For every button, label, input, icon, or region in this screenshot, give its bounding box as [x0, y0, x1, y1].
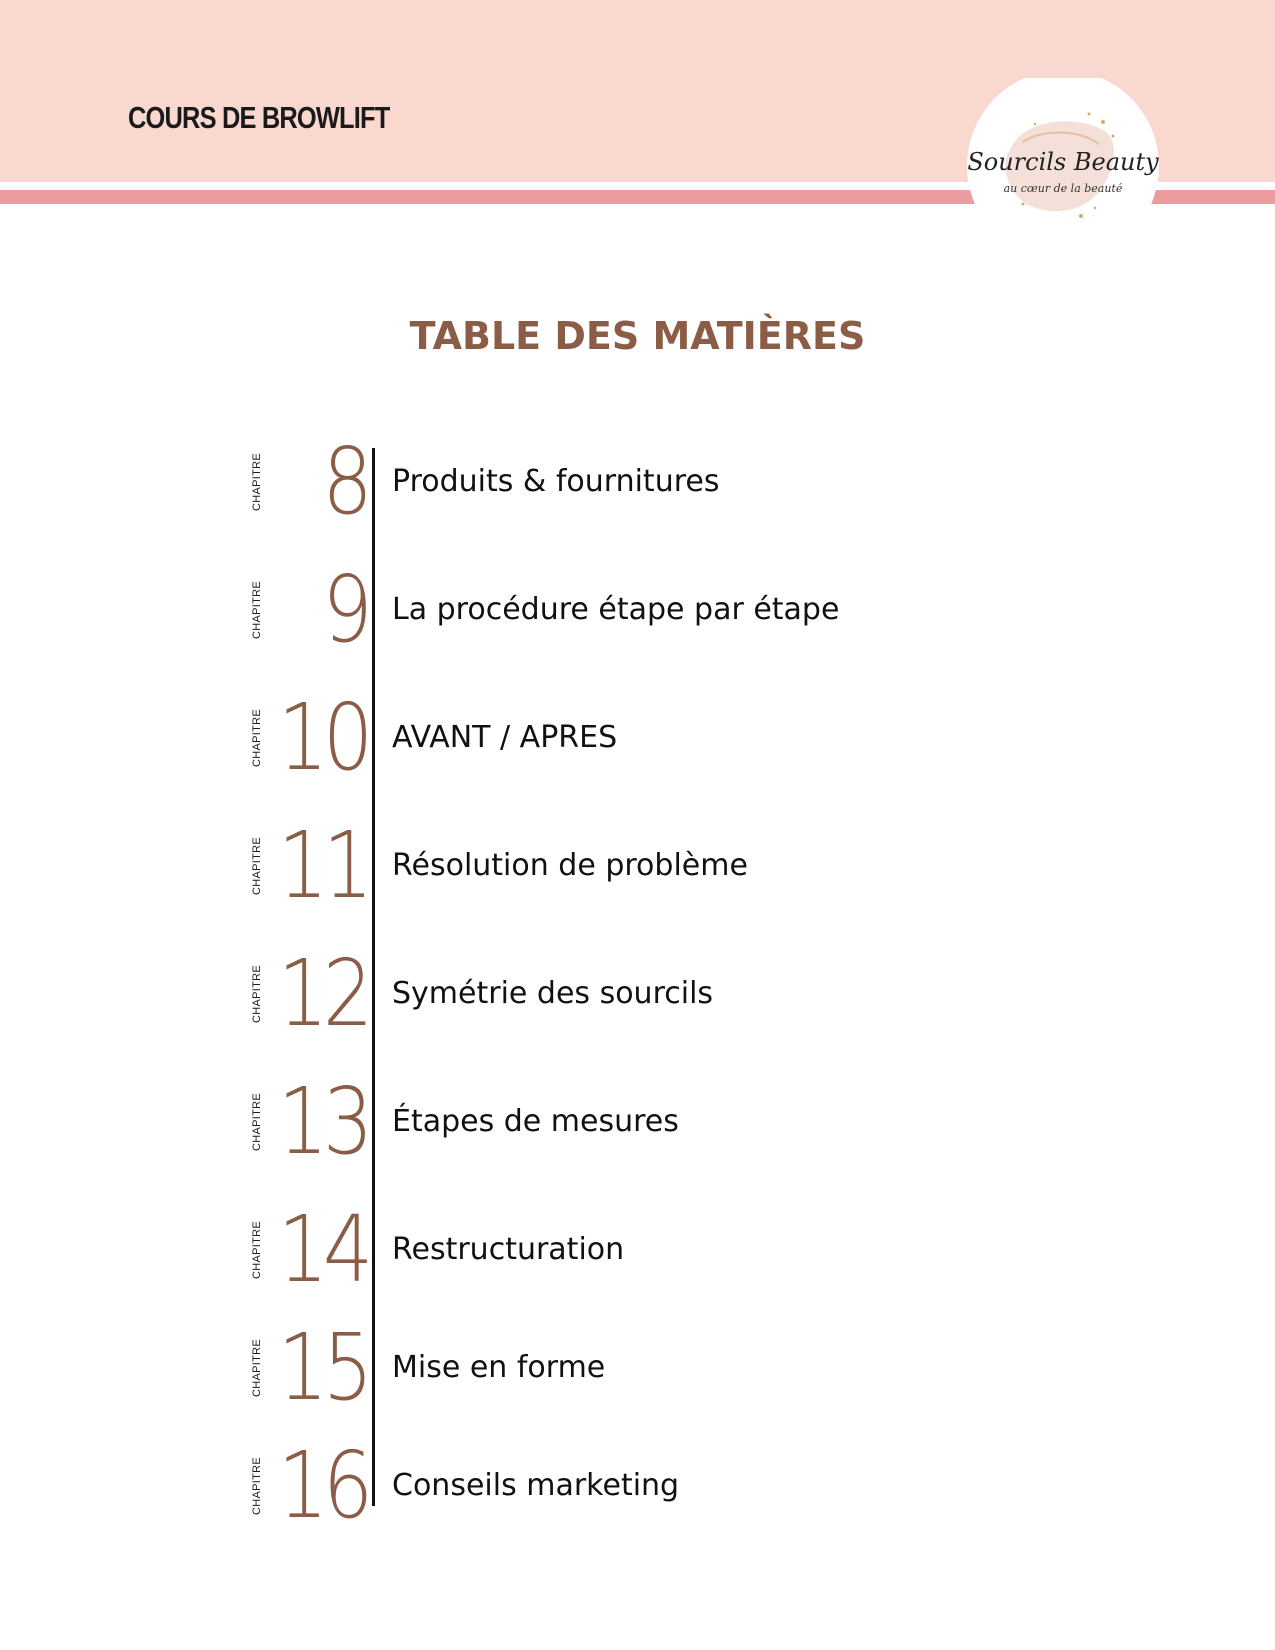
chapter-label: CHAPITRE [251, 580, 263, 640]
chapter-label: CHAPITRE [251, 1456, 263, 1516]
chapter-label: CHAPITRE [251, 1220, 263, 1280]
chapter-number: 8 [322, 428, 368, 535]
chapter-title: Résolution de problème [392, 848, 748, 883]
chapter-title: Conseils marketing [392, 1468, 680, 1503]
chapter-label: CHAPITRE [251, 1338, 263, 1398]
brand-logo [963, 78, 1163, 254]
chapter-number: 13 [277, 1068, 368, 1175]
toc-entry[interactable] [0, 1432, 1275, 1539]
chapter-label: CHAPITRE [251, 836, 263, 896]
chapter-label: CHAPITRE [251, 964, 263, 1024]
toc-entry[interactable] [0, 556, 1275, 663]
chapter-number: 14 [277, 1196, 368, 1303]
chapter-number: 15 [277, 1314, 368, 1421]
chapter-number: 16 [277, 1432, 368, 1539]
logo-tagline: au cœur de la beauté [1003, 182, 1123, 195]
toc-entry[interactable] [0, 428, 1275, 535]
page-title: TABLE DES MATIÈRES [409, 314, 866, 358]
toc-entry[interactable] [0, 1068, 1275, 1175]
chapter-label: CHAPITRE [251, 452, 263, 512]
chapter-number: 10 [277, 684, 368, 791]
logo-script-text: Sourcils Beauty [967, 148, 1159, 176]
chapter-number: 11 [277, 812, 368, 919]
chapter-title: Symétrie des sourcils [392, 976, 714, 1011]
toc-entry[interactable] [0, 940, 1275, 1047]
toc-entry[interactable] [0, 684, 1275, 791]
chapter-title: Produits & fournitures [392, 464, 720, 499]
chapter-title: La procédure étape par étape [392, 592, 840, 627]
chapter-label: CHAPITRE [251, 1092, 263, 1152]
toc-entry[interactable] [0, 1196, 1275, 1303]
chapter-title: Restructuration [392, 1232, 625, 1267]
toc-entry[interactable] [0, 812, 1275, 919]
chapter-title: AVANT / APRES [392, 720, 618, 755]
chapter-number: 12 [277, 940, 368, 1047]
course-title: COURS DE BROWLIFT [128, 100, 390, 135]
toc-entry[interactable] [0, 1314, 1275, 1421]
chapter-label: CHAPITRE [251, 708, 263, 768]
chapter-number: 9 [322, 556, 368, 663]
chapter-title: Étapes de mesures [392, 1104, 679, 1139]
chapter-title: Mise en forme [392, 1350, 606, 1385]
